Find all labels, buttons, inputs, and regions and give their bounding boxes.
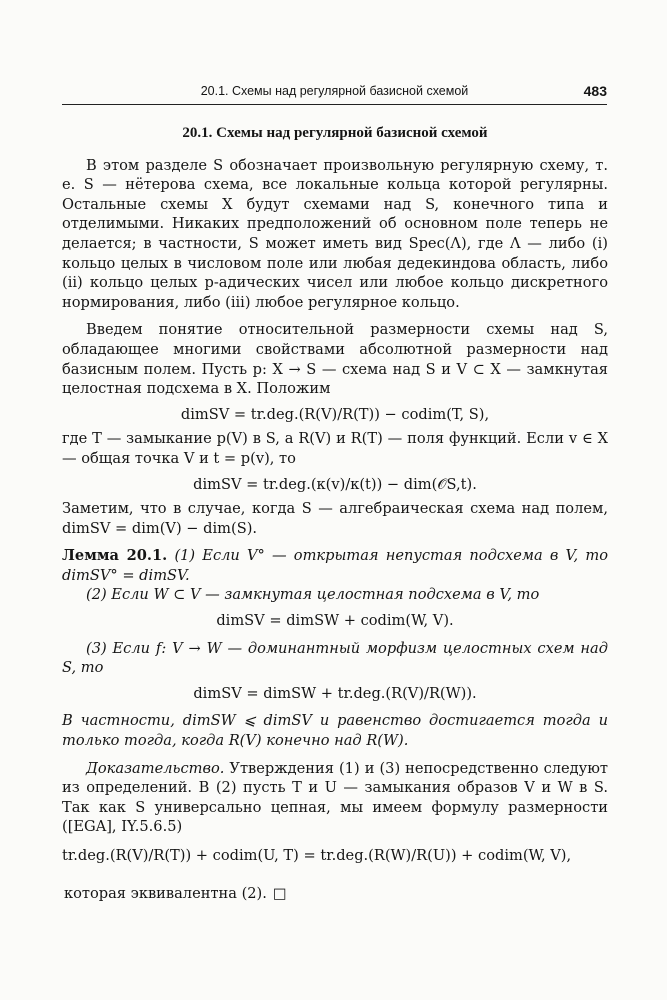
formula-codim: dimSV = dimSW + codim(W, V). (216, 612, 454, 630)
paragraph-closure: где T — замыкание p(V) в S, а R(V) и R(T) — поля функций. Если v ∈ X — общая точка V и t = p(v), то (62, 430, 608, 467)
proof-paragraph (62, 759, 608, 837)
proof-label: Доказательство. (86, 759, 225, 777)
lemma-part-3: (3) Если f: V → W — доминантный морфизм целостных схем над S, то (62, 639, 608, 677)
paragraph-algebraic-case: Заметим, что в случае, когда S — алгебраическая схема над полем, dimSV = dim(V) − dim(S). (62, 500, 608, 537)
paragraph-intro: В этом разделе S обозначает произвольную регулярную схему, т. е. S — нётерова схема, все локальные кольца которой регулярны. Остальные схемы X будут схемами над S, конечного типа и отделимыми. Никаких предположений об основном поле теперь не делается; в частности, S может иметь вид Spec(Λ), где Λ — либо (i) кольцо целых в числовом поле или любая дедекиндова область, либо (ii) кольцо целых p-адических чисел или любое кольцо дискретного нормирования, либо (iii) любое регулярное кольцо. (62, 156, 608, 311)
formula-trdeg: dimSV = dimSW + tr.deg.(R(V)/R(W)). (193, 684, 477, 702)
formula-relative-dimension: dimSV = tr.deg.(R(V)/R(T)) − codim(T, S), (180, 405, 490, 423)
page-body (62, 124, 608, 903)
lemma-part-1 (62, 546, 608, 585)
proof-closing (62, 884, 608, 904)
page-number: 483 (583, 83, 607, 99)
lemma-part-2: (2) Если W ⊂ V — замкнутая целостная подсхема в V, то (86, 586, 540, 604)
formula-dimension: tr.deg.(R(V)/R(T)) + codim(U, T) = tr.deg.(R(W)/R(U)) + codim(W, V), (62, 847, 572, 864)
running-head (62, 82, 607, 105)
proof-text: Утверждения (1) и (3) непосредственно следуют из определений. В (2) пусть T и U — замыкания образов V и W в S. Так как S универсально цепная, мы имеем формулу размерности ([EGA], IY.5.6.5) (62, 759, 608, 836)
lemma-conclusion: В частности, dimSW ⩽ dimSV и равенство достигается тогда и только тогда, когда R(V) конечно над R(W). (62, 712, 608, 750)
proof-closing-text: которая эквивалентна (2). (64, 884, 267, 902)
lemma-part-1-text: (1) Если V° — открытая непустая подсхема в V, то dimSV° = dimSV. (62, 547, 608, 584)
lemma-title: Лемма 20.1. (62, 547, 168, 565)
qed-symbol: □ (272, 884, 287, 902)
running-head-title: 20.1. Схемы над регулярной базисной схемой (200, 84, 469, 98)
formula-local-dimension: dimSV = tr.deg.(κ(v)/κ(t)) − dim(𝒪S,t). (193, 475, 477, 493)
section-title: 20.1. Схемы над регулярной базисной схемой (182, 125, 488, 141)
paragraph-definition: Введем понятие относительной размерности схемы над S, обладающее многими свойствами абсолютной размерности над базисным полем. Пусть p: X → S — схема над S и V ⊂ X — замкнутая целостная подсхема в X. Положим (62, 321, 608, 398)
